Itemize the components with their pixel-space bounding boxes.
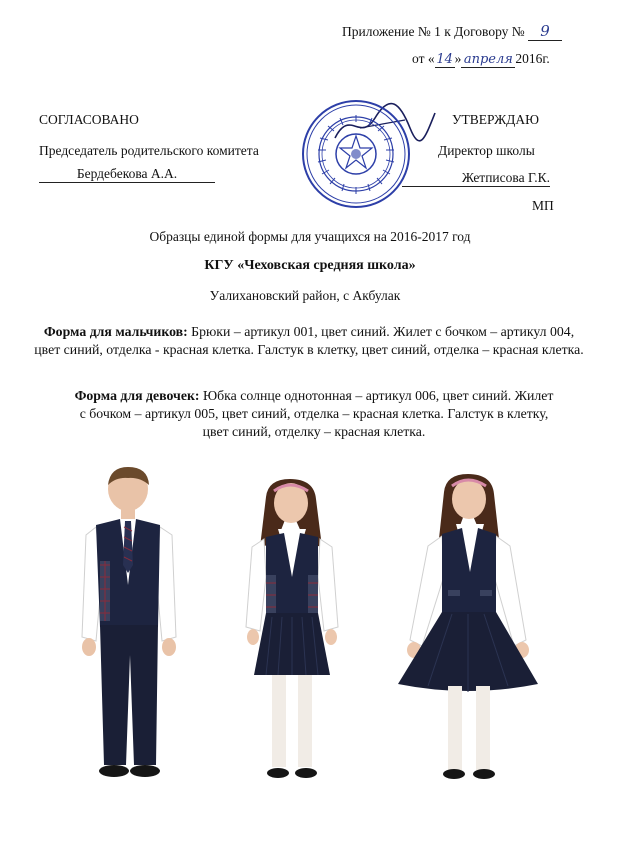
school-location: Уалихановский район, с Акбулак — [209, 288, 401, 303]
mp-label: МП — [532, 198, 554, 213]
official-stamp-icon — [300, 98, 412, 210]
date-year: 2016г. — [515, 51, 550, 66]
girls-uniform-paragraph — [70, 387, 558, 441]
approved-left-title: СОГЛАСОВАНО — [39, 112, 139, 127]
school-name: КГУ «Чеховская средняя школа» — [204, 258, 416, 273]
date-line — [412, 51, 550, 68]
approved-right-role: Директор школы — [438, 143, 535, 158]
boy-uniform-photo — [78, 465, 182, 790]
approved-left-role: Председатель родительского комитета — [39, 143, 259, 158]
date-prefix: от « — [412, 51, 435, 66]
girls-uniform-text: Юбка солнце однотонная – артикул 006, цвет синий. Жилет с бочком – артикул 005, цвет синий, отделка – красная клетка. Галстук в клетку, цвет синий, отделку – красная клетка. — [79, 388, 554, 439]
contract-number: 9 — [528, 22, 562, 41]
approved-left-name: Бердебекова А.А. — [39, 166, 215, 183]
appendix-line — [342, 22, 562, 41]
appendix-prefix: Приложение № 1 к Договору № — [342, 24, 525, 39]
document-heading: Образцы единой формы для учащихся на 2016-2017 год — [149, 229, 471, 244]
girl-uniform-photo-2 — [392, 472, 542, 788]
boys-uniform-paragraph — [30, 323, 588, 359]
girl-uniform-photo-1 — [244, 477, 342, 787]
girls-uniform-label: Форма для девочек: — [74, 388, 200, 403]
date-day: 14 — [436, 52, 453, 67]
date-month: апреля — [461, 52, 515, 68]
approved-right-name: Жетписова Г.К. — [402, 170, 550, 187]
boys-uniform-label: Форма для мальчиков: — [43, 324, 188, 339]
boys-uniform-text: Брюки – артикул 001, цвет синий. Жилет с бочком – артикул 004, цвет синий, отделка - красная клетка. Галстук в клетку, цвет синий, отделка – красная клетка. — [34, 324, 584, 357]
date-mid: » — [454, 51, 462, 66]
approved-right-title: УТВЕРЖДАЮ — [452, 112, 540, 127]
